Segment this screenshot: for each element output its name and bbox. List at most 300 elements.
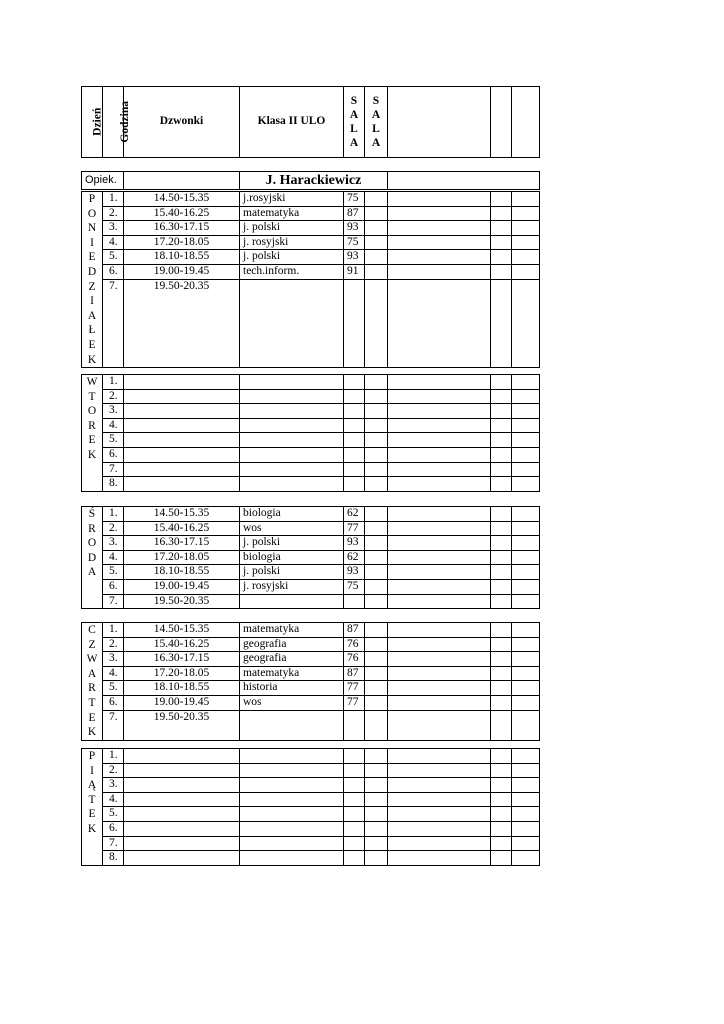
lesson-number: 3. bbox=[103, 778, 124, 793]
empty-cell bbox=[365, 221, 388, 236]
lesson-room: 62 bbox=[344, 507, 365, 522]
lesson-room bbox=[344, 418, 365, 433]
table-row bbox=[82, 507, 540, 522]
schedule-header bbox=[81, 86, 540, 158]
lesson-time: 17.20-18.05 bbox=[124, 550, 240, 565]
empty-cell bbox=[512, 536, 540, 551]
empty-cell bbox=[365, 666, 388, 681]
empty-cell bbox=[512, 264, 540, 279]
table-row bbox=[82, 594, 540, 609]
day-letter: O bbox=[87, 405, 97, 418]
empty-cell bbox=[365, 749, 388, 764]
lesson-room: 87 bbox=[344, 666, 365, 681]
empty-cell bbox=[491, 637, 512, 652]
day-letter: A bbox=[87, 309, 97, 322]
lesson-room: 75 bbox=[344, 235, 365, 250]
lesson-room bbox=[344, 792, 365, 807]
lesson-time: 19.50-20.35 bbox=[124, 279, 240, 368]
empty-cell bbox=[512, 221, 540, 236]
lesson-number: 5. bbox=[103, 565, 124, 580]
header-day: Dzień bbox=[82, 87, 103, 158]
lesson-subject bbox=[240, 792, 344, 807]
day-letter: E bbox=[88, 808, 96, 821]
header-room-1: S A L A bbox=[344, 87, 365, 158]
lesson-time bbox=[124, 821, 240, 836]
table-row bbox=[82, 821, 540, 836]
lesson-number: 8. bbox=[103, 477, 124, 492]
day-letter: R bbox=[88, 522, 96, 535]
lesson-number: 7. bbox=[103, 710, 124, 740]
empty-cell bbox=[365, 681, 388, 696]
table-row bbox=[82, 477, 540, 492]
lesson-subject: j. rosyjski bbox=[240, 235, 344, 250]
lesson-number: 3. bbox=[103, 221, 124, 236]
day-name bbox=[82, 623, 103, 741]
empty-cell bbox=[512, 652, 540, 667]
header-hour: Godzina bbox=[103, 87, 124, 158]
day-letter: I bbox=[90, 764, 94, 777]
header-empty bbox=[491, 87, 512, 158]
table-row bbox=[82, 235, 540, 250]
lesson-time: 17.20-18.05 bbox=[124, 666, 240, 681]
lesson-number: 2. bbox=[103, 763, 124, 778]
day-letter: C bbox=[88, 624, 96, 636]
empty-cell bbox=[491, 807, 512, 822]
lesson-room: 93 bbox=[344, 565, 365, 580]
lesson-time bbox=[124, 433, 240, 448]
lesson-room bbox=[344, 710, 365, 740]
empty-cell bbox=[491, 375, 512, 390]
day-letter: T bbox=[88, 696, 96, 709]
lesson-number: 6. bbox=[103, 695, 124, 710]
lesson-subject bbox=[240, 279, 344, 368]
lesson-subject bbox=[240, 749, 344, 764]
empty-cell bbox=[388, 579, 491, 594]
day-letter: W bbox=[86, 653, 98, 666]
empty-cell bbox=[365, 579, 388, 594]
empty-cell bbox=[491, 433, 512, 448]
lesson-room bbox=[344, 389, 365, 404]
day-letter: E bbox=[88, 251, 96, 264]
table-row bbox=[82, 836, 540, 851]
empty-cell bbox=[365, 447, 388, 462]
empty-cell bbox=[365, 418, 388, 433]
header-bells: Dzwonki bbox=[124, 87, 240, 158]
lesson-number: 5. bbox=[103, 681, 124, 696]
table-row bbox=[82, 447, 540, 462]
lesson-room: 76 bbox=[344, 652, 365, 667]
lesson-number: 6. bbox=[103, 579, 124, 594]
empty-cell bbox=[512, 550, 540, 565]
lesson-time: 19.00-19.45 bbox=[124, 695, 240, 710]
day-letter: E bbox=[88, 338, 96, 351]
lesson-room bbox=[344, 462, 365, 477]
lesson-subject bbox=[240, 447, 344, 462]
empty-cell bbox=[491, 264, 512, 279]
lesson-number: 6. bbox=[103, 447, 124, 462]
empty-cell bbox=[491, 279, 512, 368]
lesson-number: 2. bbox=[103, 637, 124, 652]
empty-cell bbox=[491, 418, 512, 433]
empty-cell bbox=[512, 375, 540, 390]
lesson-room bbox=[344, 433, 365, 448]
day-letter: K bbox=[87, 822, 97, 835]
empty-cell bbox=[512, 206, 540, 221]
lesson-subject bbox=[240, 375, 344, 390]
empty-cell bbox=[491, 666, 512, 681]
empty-cell bbox=[388, 821, 491, 836]
empty-cell bbox=[512, 836, 540, 851]
guardian-row bbox=[81, 171, 540, 190]
empty-cell bbox=[365, 536, 388, 551]
empty-cell bbox=[365, 462, 388, 477]
empty-cell bbox=[388, 778, 491, 793]
empty-cell bbox=[491, 206, 512, 221]
lesson-time: 14.50-15.35 bbox=[124, 192, 240, 207]
lesson-room bbox=[344, 807, 365, 822]
empty-cell bbox=[388, 221, 491, 236]
day-letter: A bbox=[87, 667, 97, 680]
lesson-time: 19.00-19.45 bbox=[124, 579, 240, 594]
lesson-subject: biologia bbox=[240, 550, 344, 565]
empty-cell bbox=[512, 695, 540, 710]
empty-cell bbox=[365, 836, 388, 851]
table-row bbox=[82, 433, 540, 448]
empty-cell bbox=[388, 536, 491, 551]
lesson-time: 16.30-17.15 bbox=[124, 536, 240, 551]
table-row bbox=[82, 565, 540, 580]
empty-cell bbox=[491, 778, 512, 793]
empty-cell bbox=[491, 710, 512, 740]
lesson-time bbox=[124, 447, 240, 462]
lesson-subject bbox=[240, 477, 344, 492]
empty-cell bbox=[512, 710, 540, 740]
lesson-time bbox=[124, 462, 240, 477]
empty-cell bbox=[512, 565, 540, 580]
lesson-subject bbox=[240, 462, 344, 477]
empty-cell bbox=[388, 521, 491, 536]
empty-cell bbox=[512, 594, 540, 609]
lesson-subject: j. rosyjski bbox=[240, 579, 344, 594]
empty-cell bbox=[388, 652, 491, 667]
lesson-time bbox=[124, 375, 240, 390]
empty-cell bbox=[512, 521, 540, 536]
day-table bbox=[81, 191, 540, 368]
table-row bbox=[82, 637, 540, 652]
empty-cell bbox=[491, 851, 512, 866]
empty-cell bbox=[388, 681, 491, 696]
lesson-time bbox=[124, 749, 240, 764]
lesson-room: 91 bbox=[344, 264, 365, 279]
empty-cell bbox=[491, 763, 512, 778]
day-letter: K bbox=[87, 353, 97, 366]
empty-cell bbox=[491, 404, 512, 419]
empty-cell bbox=[388, 389, 491, 404]
empty-cell bbox=[365, 807, 388, 822]
empty-cell bbox=[388, 206, 491, 221]
lesson-subject: matematyka bbox=[240, 623, 344, 638]
lesson-time bbox=[124, 836, 240, 851]
day-letter: Ą bbox=[87, 779, 97, 792]
empty-cell bbox=[365, 375, 388, 390]
lesson-subject bbox=[240, 418, 344, 433]
empty-cell bbox=[365, 792, 388, 807]
lesson-time: 19.00-19.45 bbox=[124, 264, 240, 279]
lesson-subject bbox=[240, 836, 344, 851]
table-row bbox=[82, 623, 540, 638]
day-letter: R bbox=[88, 419, 96, 432]
empty-cell bbox=[365, 594, 388, 609]
empty-cell bbox=[388, 375, 491, 390]
empty-cell bbox=[388, 851, 491, 866]
lesson-subject bbox=[240, 404, 344, 419]
empty-cell bbox=[365, 550, 388, 565]
empty-cell bbox=[512, 418, 540, 433]
day-letter: I bbox=[90, 236, 94, 249]
lesson-subject bbox=[240, 763, 344, 778]
empty-cell bbox=[512, 507, 540, 522]
lesson-number: 7. bbox=[103, 462, 124, 477]
empty-cell bbox=[491, 507, 512, 522]
header-empty bbox=[388, 87, 491, 158]
table-row bbox=[82, 404, 540, 419]
empty-cell bbox=[388, 749, 491, 764]
lesson-subject: j. polski bbox=[240, 250, 344, 265]
lesson-number: 1. bbox=[103, 375, 124, 390]
empty-cell bbox=[512, 666, 540, 681]
table-row bbox=[82, 695, 540, 710]
lesson-time: 19.50-20.35 bbox=[124, 710, 240, 740]
lesson-subject bbox=[240, 594, 344, 609]
empty-cell bbox=[512, 749, 540, 764]
day-letter: K bbox=[87, 726, 97, 739]
lesson-number: 1. bbox=[103, 623, 124, 638]
lesson-number: 6. bbox=[103, 821, 124, 836]
empty-cell bbox=[365, 710, 388, 740]
table-row bbox=[82, 749, 540, 764]
empty-cell bbox=[365, 235, 388, 250]
lesson-time bbox=[124, 778, 240, 793]
lesson-time: 16.30-17.15 bbox=[124, 221, 240, 236]
empty-cell bbox=[491, 389, 512, 404]
lesson-time bbox=[124, 418, 240, 433]
lesson-time bbox=[124, 792, 240, 807]
day-letter: P bbox=[88, 193, 96, 205]
empty-cell bbox=[388, 763, 491, 778]
empty-cell bbox=[512, 447, 540, 462]
empty-cell bbox=[365, 250, 388, 265]
day-letter: W bbox=[86, 376, 98, 388]
lesson-time: 15.40-16.25 bbox=[124, 206, 240, 221]
lesson-room bbox=[344, 778, 365, 793]
lesson-room bbox=[344, 279, 365, 368]
empty-cell bbox=[388, 710, 491, 740]
day-letter: E bbox=[88, 711, 96, 724]
lesson-time: 19.50-20.35 bbox=[124, 594, 240, 609]
empty-cell bbox=[491, 652, 512, 667]
empty-cell bbox=[388, 477, 491, 492]
lesson-number: 5. bbox=[103, 807, 124, 822]
table-row bbox=[82, 279, 540, 368]
empty-cell bbox=[388, 594, 491, 609]
lesson-room bbox=[344, 594, 365, 609]
lesson-subject: j.rosyjski bbox=[240, 192, 344, 207]
empty-cell bbox=[491, 792, 512, 807]
empty-cell bbox=[512, 579, 540, 594]
empty-cell bbox=[388, 550, 491, 565]
lesson-number: 8. bbox=[103, 851, 124, 866]
table-row bbox=[82, 521, 540, 536]
empty-cell bbox=[512, 404, 540, 419]
lesson-number: 7. bbox=[103, 836, 124, 851]
empty-cell bbox=[365, 507, 388, 522]
lesson-room: 87 bbox=[344, 623, 365, 638]
empty-cell bbox=[365, 565, 388, 580]
table-row bbox=[82, 778, 540, 793]
lesson-number: 1. bbox=[103, 507, 124, 522]
lesson-time: 15.40-16.25 bbox=[124, 637, 240, 652]
empty-cell bbox=[388, 264, 491, 279]
lesson-number: 4. bbox=[103, 550, 124, 565]
lesson-subject: wos bbox=[240, 695, 344, 710]
lesson-subject: historia bbox=[240, 681, 344, 696]
lesson-time: 14.50-15.35 bbox=[124, 623, 240, 638]
lesson-time bbox=[124, 477, 240, 492]
empty-cell bbox=[491, 579, 512, 594]
lesson-time bbox=[124, 389, 240, 404]
lesson-room bbox=[344, 836, 365, 851]
empty-cell bbox=[365, 433, 388, 448]
empty-cell bbox=[491, 749, 512, 764]
lesson-time: 18.10-18.55 bbox=[124, 681, 240, 696]
day-letter: A bbox=[87, 566, 97, 579]
empty-cell bbox=[388, 250, 491, 265]
empty-cell bbox=[491, 192, 512, 207]
table-row bbox=[82, 536, 540, 551]
empty-cell bbox=[512, 681, 540, 696]
lesson-room bbox=[344, 477, 365, 492]
empty-cell bbox=[512, 462, 540, 477]
day-letter: Z bbox=[88, 638, 96, 651]
empty-cell bbox=[388, 192, 491, 207]
lesson-time: 14.50-15.35 bbox=[124, 507, 240, 522]
empty-cell bbox=[512, 623, 540, 638]
empty-cell bbox=[491, 477, 512, 492]
header-class: Klasa II ULO bbox=[240, 87, 344, 158]
table-row bbox=[82, 192, 540, 207]
empty-cell bbox=[491, 521, 512, 536]
lesson-subject bbox=[240, 433, 344, 448]
empty-cell bbox=[388, 462, 491, 477]
empty-cell bbox=[512, 792, 540, 807]
lesson-room: 75 bbox=[344, 192, 365, 207]
table-row bbox=[82, 264, 540, 279]
lesson-number: 7. bbox=[103, 594, 124, 609]
lesson-subject: geografia bbox=[240, 637, 344, 652]
lesson-subject: tech.inform. bbox=[240, 264, 344, 279]
day-letter: T bbox=[88, 390, 96, 403]
table-row bbox=[82, 807, 540, 822]
day-table bbox=[81, 748, 540, 866]
day-name bbox=[82, 192, 103, 368]
empty-cell bbox=[491, 623, 512, 638]
empty-cell bbox=[388, 565, 491, 580]
lesson-time: 17.20-18.05 bbox=[124, 235, 240, 250]
empty-cell bbox=[365, 404, 388, 419]
empty-cell bbox=[491, 250, 512, 265]
table-row bbox=[82, 851, 540, 866]
table-row bbox=[82, 579, 540, 594]
lesson-subject bbox=[240, 710, 344, 740]
empty-cell bbox=[512, 389, 540, 404]
lesson-subject: geografia bbox=[240, 652, 344, 667]
lesson-number: 3. bbox=[103, 404, 124, 419]
empty-cell bbox=[491, 681, 512, 696]
empty-cell bbox=[491, 695, 512, 710]
table-row bbox=[82, 389, 540, 404]
empty-cell bbox=[491, 221, 512, 236]
empty-cell bbox=[388, 637, 491, 652]
empty-cell bbox=[491, 836, 512, 851]
lesson-room: 77 bbox=[344, 695, 365, 710]
lesson-subject: j. polski bbox=[240, 565, 344, 580]
day-letter: O bbox=[87, 207, 97, 220]
empty-cell bbox=[365, 637, 388, 652]
empty-cell bbox=[365, 763, 388, 778]
empty-cell bbox=[512, 433, 540, 448]
empty-cell bbox=[512, 851, 540, 866]
lesson-subject bbox=[240, 851, 344, 866]
day-letter: D bbox=[87, 551, 97, 564]
day-letter: I bbox=[90, 295, 94, 308]
day-letter: D bbox=[87, 265, 97, 278]
lesson-subject bbox=[240, 389, 344, 404]
lesson-time: 18.10-18.55 bbox=[124, 250, 240, 265]
day-name bbox=[82, 375, 103, 492]
empty-cell bbox=[512, 279, 540, 368]
lesson-time bbox=[124, 807, 240, 822]
table-row bbox=[82, 666, 540, 681]
empty-cell bbox=[388, 807, 491, 822]
lesson-subject: wos bbox=[240, 521, 344, 536]
lesson-room: 93 bbox=[344, 221, 365, 236]
lesson-number: 5. bbox=[103, 250, 124, 265]
empty-cell bbox=[512, 763, 540, 778]
guardian-empty bbox=[388, 172, 540, 190]
lesson-number: 6. bbox=[103, 264, 124, 279]
empty-cell bbox=[491, 594, 512, 609]
empty-cell bbox=[491, 550, 512, 565]
lesson-room: 77 bbox=[344, 681, 365, 696]
empty-cell bbox=[491, 565, 512, 580]
empty-cell bbox=[388, 666, 491, 681]
empty-cell bbox=[388, 836, 491, 851]
table-row bbox=[82, 681, 540, 696]
lesson-room bbox=[344, 447, 365, 462]
lesson-subject bbox=[240, 807, 344, 822]
empty-cell bbox=[388, 235, 491, 250]
lesson-time: 18.10-18.55 bbox=[124, 565, 240, 580]
empty-cell bbox=[388, 695, 491, 710]
lesson-subject: j. polski bbox=[240, 221, 344, 236]
lesson-subject: matematyka bbox=[240, 666, 344, 681]
guardian-name: J. Harackiewicz bbox=[240, 172, 388, 190]
day-letter: Ś bbox=[88, 508, 96, 520]
lesson-room bbox=[344, 749, 365, 764]
table-row bbox=[82, 550, 540, 565]
empty-cell bbox=[491, 462, 512, 477]
day-letter: E bbox=[88, 434, 96, 447]
